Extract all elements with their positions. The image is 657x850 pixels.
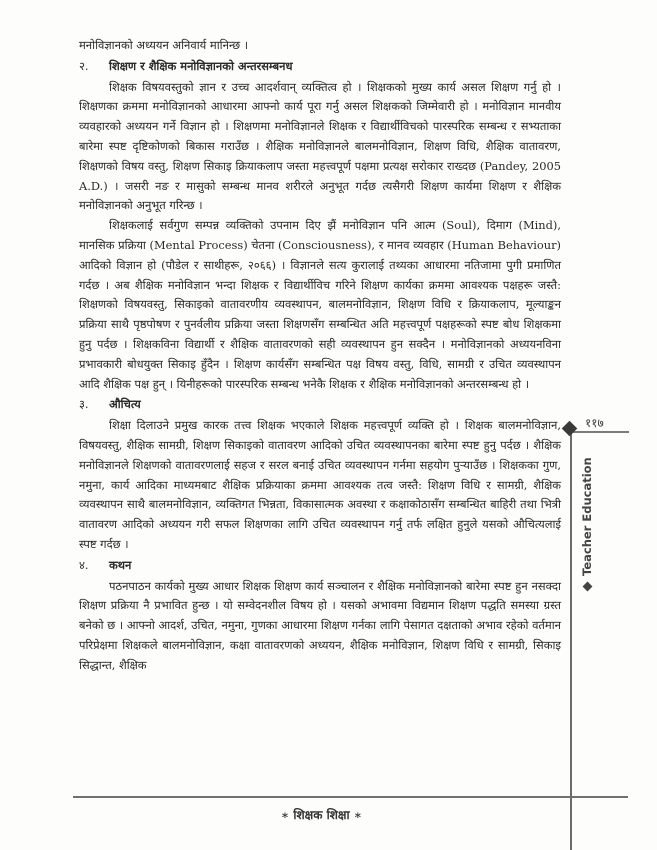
page-number: ११७ [585, 416, 604, 430]
intro-line: मनोविज्ञानको अध्ययन अनिवार्य मानिन्छ । [79, 38, 249, 52]
section-number: ४. [79, 557, 89, 572]
diamond-icon [562, 421, 578, 437]
section-number: २. [79, 58, 89, 73]
paragraph: शिक्षकलाई सर्वगुण सम्पन्न व्यक्तिको उपनाम दिए झैं मनोविज्ञान पनि आत्म (Soul), दिमाग (Mind), मानसिक प्रक्रिया (Mental Process) चेतना (Consciousness), र मानव व्यवहार (Human Behaviour) आदिको विज्ञान हो (पौडेल र साथीहरू, २०६६) । विज्ञानले सत्य कुरालाई तथ्यका आधारमा नतिजामा पुगी प्रमाणित गर्दछ । अब शैक्षिक मनोविज्ञान भन्दा शिक्षक र विद्यार्थीविच गरिने शिक्षण कार्यका क्रममा आवश्यक पक्षहरू जस्तै: शिक्षणको विषयवस्तु, सिकाइको वातावरणीय व्यवस्थापन, बालमनोविज्ञान, शिक्षण विधि र क्रियाकलाप, मूल्याङ्कन प्रक्रिया साथै पृष्ठपोषण र पुनर्वलीय प्रक्रिया जस्ता शिक्षणसँग सम्बन्धित अति महत्त्वपूर्ण पक्षहरूको स्पष्ट बोध शिक्षकमा हुनु पर्दछ । शिक्षकविना विद्यार्थी र शैक्षिक वातावरणको सही व्यवस्थापन हुन सक्दैन । मनोविज्ञानको अध्ययनविना प्रभावकारी बोधयुक्त सिकाइ हुँदैन । शिक्षण कार्यसँग सम्बन्धित पक्ष विषय वस्तु, विधि, सामग्री र उचित व्यवस्थापन आदि शैक्षिक पक्ष हुन् । यिनीहरूको पारस्परिक सम्बन्ध भनेकै शिक्षक र शैक्षिक मनोविज्ञानको अन्तरसम्बन्ध हो । [79, 218, 562, 391]
section-title: कथन [109, 557, 132, 572]
paragraph: शिक्षक विषयवस्तुको ज्ञान र उच्च आदर्शवान् व्यक्तित्व हो । शिक्षकको मुख्य कार्य असल शिक्षण गर्नु हो । शिक्षणका क्रममा मनोविज्ञानको आधारमा आफ्नो कार्य पूरा गर्नु असल शिक्षकको जिम्मेवारी हो । मनोविज्ञान मानवीय व्यवहारको अध्ययन गर्ने विज्ञान हो । शिक्षणमा मनोविज्ञानले शिक्षक र विद्यार्थीविचको पारस्परिक सम्बन्ध र सभ्यताका बारेमा स्पष्ट दृष्टिकोणको बिकास गराउँछ । शैक्षिक मनोविज्ञानले बालमनोविज्ञान, शिक्षण विधि, शैक्षिक वातावरण, शिक्षणको विषय वस्तु, शिक्षण सिकाइ क्रियाकलाप जस्ता महत्त्वपूर्ण पक्षमा प्रत्यक्ष सरोकार राख्दछ (Pandey, 2005 A.D.) । जसरी नङ र मासुको सम्बन्ध मानव शरीरले अनुभूत गर्दछ त्यसैगरी शिक्षण कार्यमा शिक्षण र शैक्षिक मनोविज्ञानको अनुभूत गरिन्छ । [79, 79, 561, 213]
footer-rule [73, 796, 628, 798]
section-heading-4 [79, 556, 561, 576]
diamond-icon [582, 582, 592, 592]
body-text [79, 36, 561, 676]
section-title: औचित्य [109, 397, 141, 412]
page-number-rule [571, 431, 629, 433]
footer-running-title: ∗ शिक्षक शिक्षा ∗ [280, 808, 363, 822]
section-number: ३. [79, 397, 89, 412]
section-title: शिक्षण र शैक्षिक मनोविज्ञानको अन्तरसम्बनध [109, 58, 293, 73]
margin-vertical-rule [570, 425, 572, 850]
paragraph: पठनपाठन कार्यको मुख्य आधार शिक्षक शिक्षण कार्य सञ्चालन र शैक्षिक मनोविज्ञानको बारेमा स्पष्ट हुन नसक्दा शिक्षण प्रक्रिया नै प्रभावित हुन्छ । यो सम्वेदनशील विषय हो । यसको अभावमा विद्यमान शिक्षण पद्धति समस्या ग्रस्त बनेको छ । आफ्नो आदर्श, उचित, नमुना, गुणका आधारमा शिक्षण गर्नका लागि पेसागत दक्षताको अभाव रहेको वर्तमान परिप्रेक्षमा शिक्षकले बालमनोविज्ञान, कक्षा वातावरणको अध्ययन, शैक्षिक मनोविज्ञान, शिक्षण विधि र सामग्री, सिकाइ सिद्धान्त, शैक्षिक [79, 578, 561, 672]
side-label-text: Teacher Education [580, 457, 594, 576]
section-heading-2 [79, 57, 561, 77]
side-running-title [580, 457, 594, 590]
section-heading-3 [79, 395, 561, 415]
paragraph: शिक्षा दिलाउने प्रमुख कारक तत्त्व शिक्षक भएकाले शिक्षक महत्त्वपूर्ण व्यक्ति हो । शिक्षक बालमनोविज्ञान, विषयवस्तु, शैक्षिक सामग्री, शिक्षण सिकाइको वातावरण आदिको उचित व्यवस्थापनका बारेमा स्पष्ट हुनु पर्दछ । शैक्षिक मनोविज्ञानले शिक्षणको वातावरणलाई सहज र सरल बनाई उचित व्यवस्थापन गर्नमा सहयोग पुऱ्याउँछ । शिक्षकका गुण, नमुना, कार्य आदिका माध्यमबाट शैक्षिक प्रक्रियाका क्रममा आवश्यक तत्व जस्तै: शिक्षण विधि र सामग्री, शैक्षिक व्यवस्थापन साथै बालमनोविज्ञान, व्यक्तिगत भिन्नता, विकासात्मक अवस्था र कक्षाकोठासँग सम्बन्धित बाहिरी तथा भित्री वातावरण आदिको अध्ययन गरी सफल शिक्षणका लागि उचित व्यवस्थापन गर्नु तर्फ लक्षित हुनुले यसको औचित्यलाई स्पष्ट गर्दछ । [79, 418, 561, 551]
